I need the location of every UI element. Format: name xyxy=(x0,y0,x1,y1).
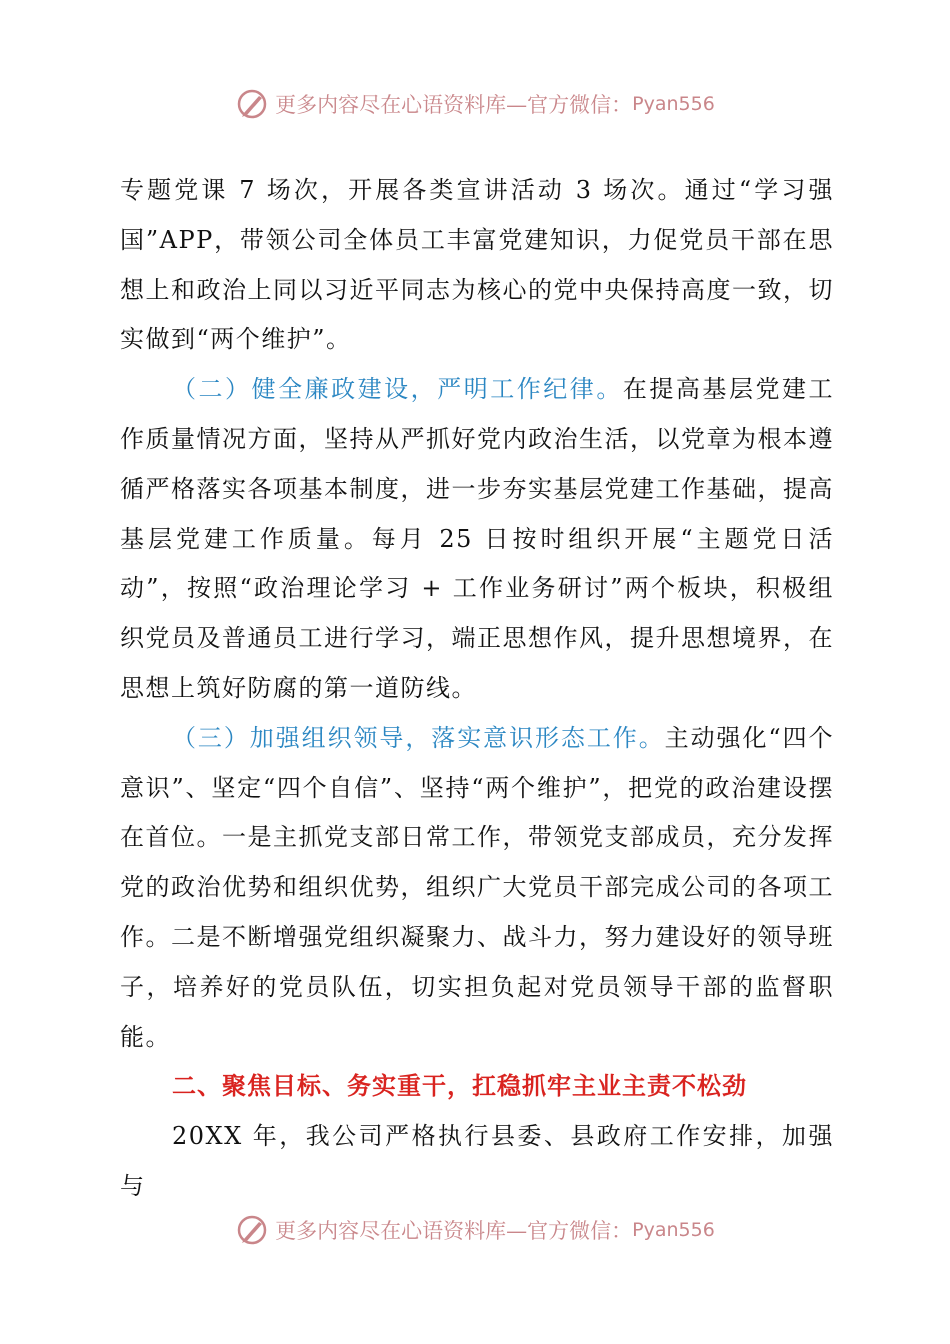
pen-circle-logo-icon xyxy=(235,1213,269,1247)
watermark-footer xyxy=(0,1210,950,1250)
paragraph-3 xyxy=(120,714,834,1063)
watermark-wechat-id: Pyan556 xyxy=(632,93,715,115)
watermark-wechat-id: Pyan556 xyxy=(632,1219,715,1241)
subheading-2: （二）健全廉政建设，严明工作纪律。 xyxy=(172,375,623,404)
watermark-text: 更多内容尽在心语资料库—官方微信： xyxy=(275,93,633,117)
document-body xyxy=(120,166,834,1212)
paragraph-3-text: 主动强化“四个意识”、坚定“四个自信”、坚持“两个维护”，把党的政治建设摆在首位。一是主抓党支部日常工作，带领党支部成员，充分发挥党的政治优势和组织优势，组织广大党员干部完成公司的各项工作。二是不断增强党组织凝聚力、战斗力，努力建设好的领导班子，培养好的党员队伍，切实担负起对党员领导干部的监督职能。 xyxy=(120,723,834,1051)
watermark-header xyxy=(0,84,950,124)
paragraph-2 xyxy=(120,365,834,714)
paragraph-1: 专题党课 7 场次，开展各类宣讲活动 3 场次。通过“学习强国”APP，带领公司全体员工丰富党建知识，力促党员干部在思想上和政治上同以习近平同志为核心的党中央保持高度一致，切实做到“两个维护”。 xyxy=(120,176,834,354)
subheading-3: （三）加强组织领导，落实意识形态工作。 xyxy=(172,723,665,752)
pen-circle-logo-icon xyxy=(235,87,269,121)
watermark-text: 更多内容尽在心语资料库—官方微信： xyxy=(275,1219,633,1243)
section-2-title: 二、聚焦目标、务实重干，扛稳抓牢主业主责不松劲 xyxy=(172,1072,747,1101)
paragraph-4: 20XX 年，我公司严格执行县委、县政府工作安排，加强与 xyxy=(120,1122,834,1200)
paragraph-2-text: 在提高基层党建工作质量情况方面，坚持从严抓好党内政治生活，以党章为根本遵循严格落实各项基本制度，进一步夯实基层党建工作基础，提高基层党建工作质量。每月 25 日按时组织开展“主题党日活动”，按照“政治理论学习 + 工作业务研讨”两个板块，积极组织党员及普通员工进行学习，端正思想作风，提升思想境界，在思想上筑好防腐的第一道防线。 xyxy=(120,375,835,702)
